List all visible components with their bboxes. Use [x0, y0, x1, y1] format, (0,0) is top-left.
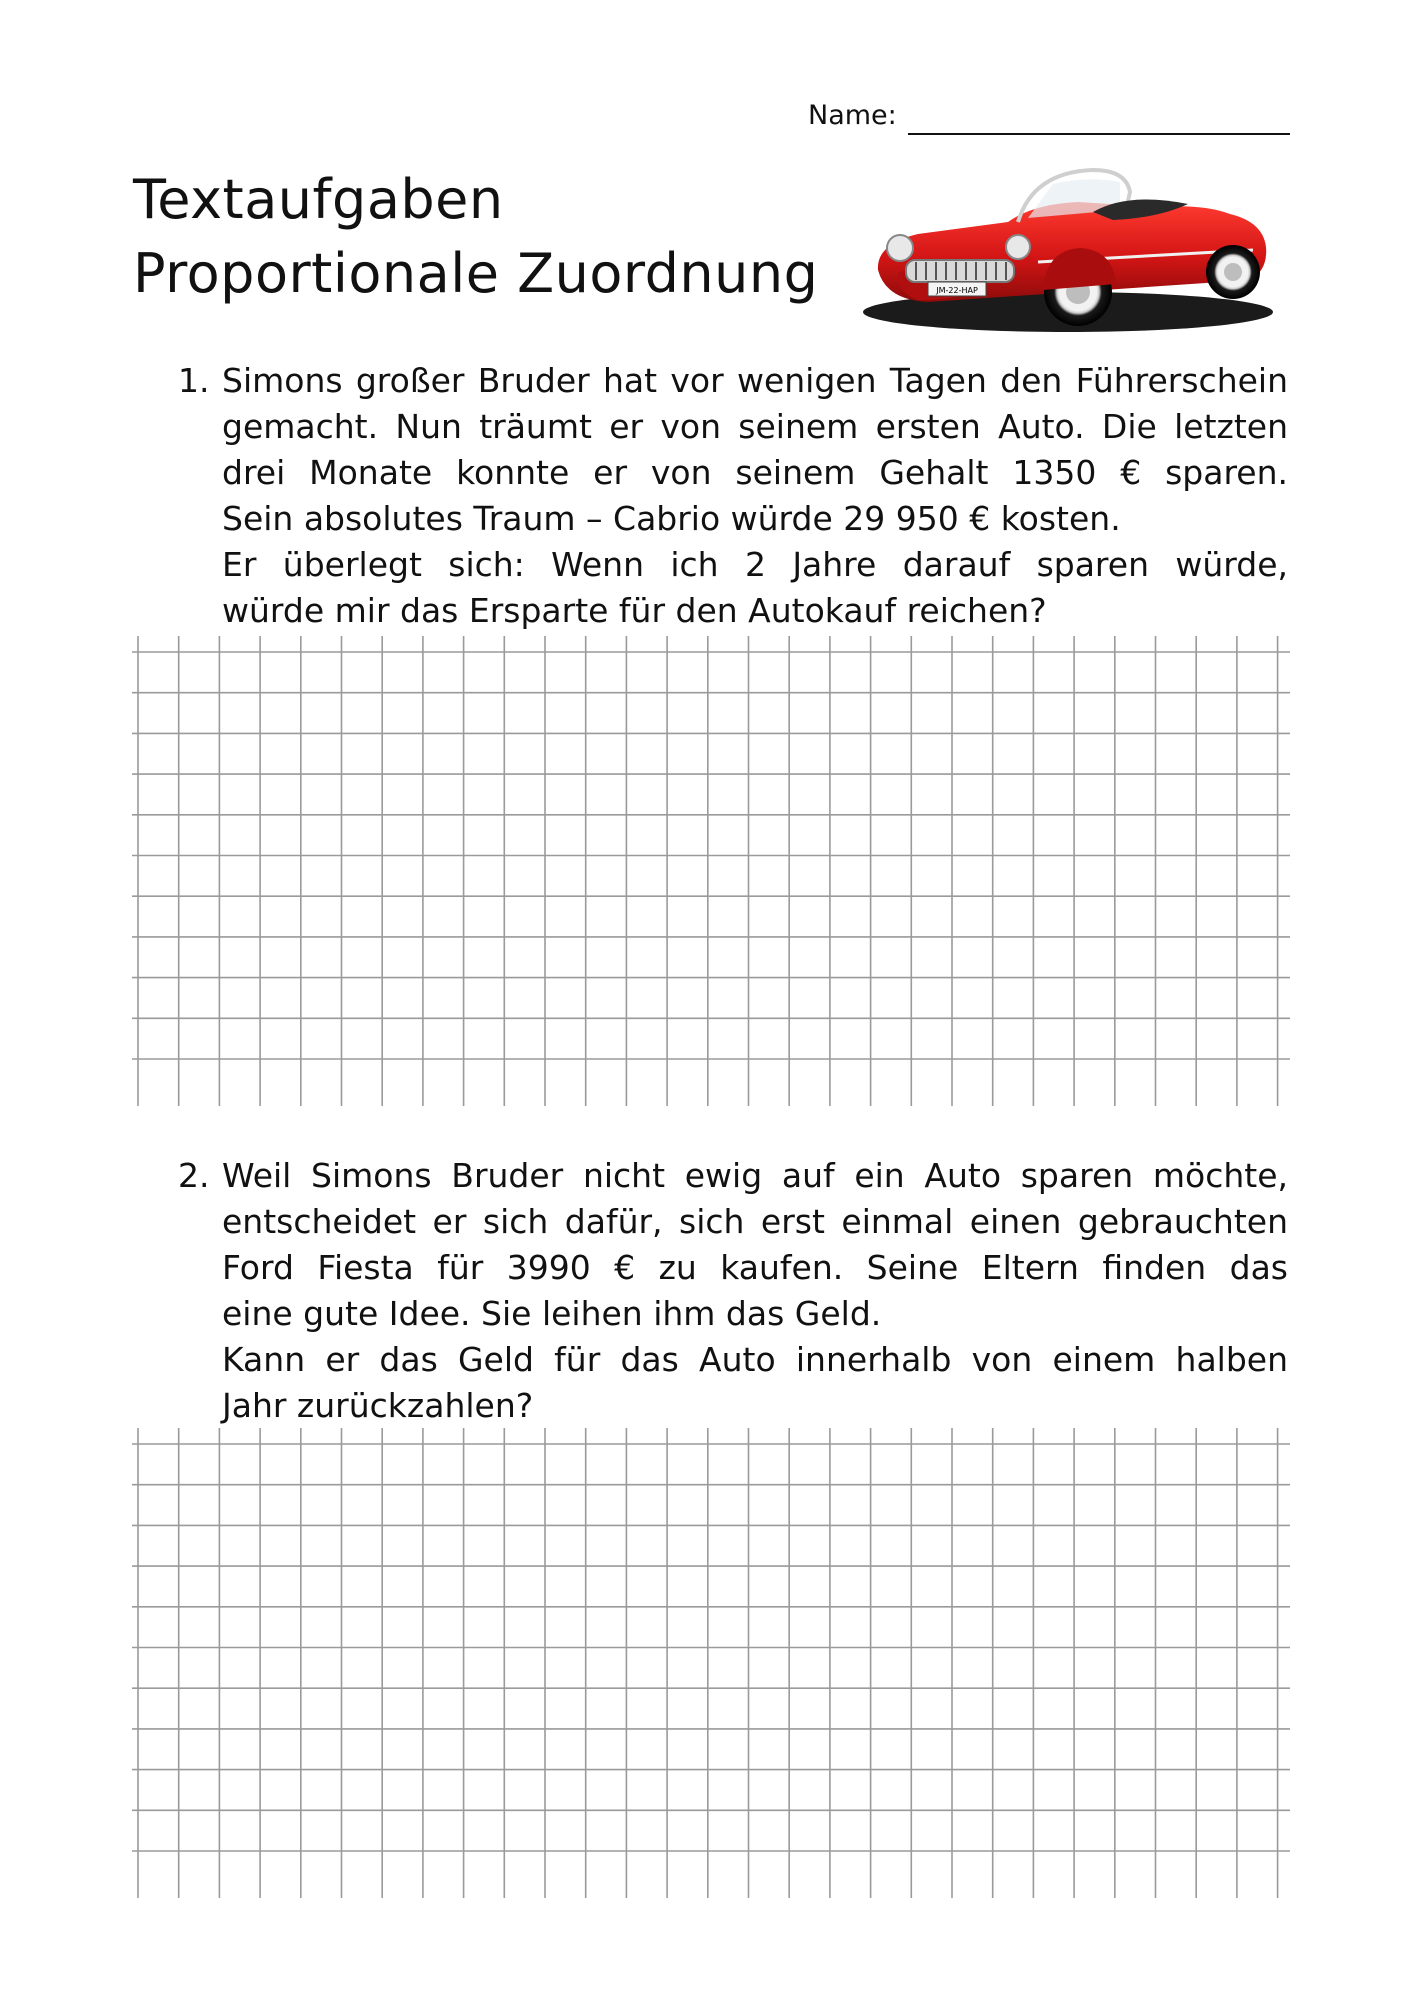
task-2-line: Jahr zurückzahlen? — [222, 1386, 534, 1425]
name-label: Name: — [808, 100, 897, 131]
task-1-line: gemacht. Nun träumt er von seinem ersten Auto. Die letzten — [222, 407, 1288, 446]
task-2-line: entscheidet er sich dafür, sich erst einmal einen gebrauchten — [222, 1202, 1288, 1241]
task-1-line: Er überlegt sich: Wenn ich 2 Jahre darauf sparen würde, — [222, 545, 1288, 584]
task-1-number: 1. — [178, 361, 210, 400]
red-convertible-car-icon — [858, 152, 1278, 337]
task-2-text — [222, 1153, 1288, 1429]
name-line[interactable] — [908, 133, 1290, 135]
task-1-line: würde mir das Ersparte für den Autokauf reichen? — [222, 591, 1047, 630]
task-1-text — [222, 358, 1288, 634]
title-line-2: Proportionale Zuordnung — [133, 242, 819, 305]
task-2-line: Kann er das Geld für das Auto innerhalb von einem halben — [222, 1340, 1288, 1379]
task-1-line: Sein absolutes Traum – Cabrio würde 29 950 € kosten. — [222, 499, 1121, 538]
task-2-line: Ford Fiesta für 3990 € zu kaufen. Seine Eltern finden das — [222, 1248, 1288, 1287]
answer-grid-1[interactable] — [132, 636, 1290, 1106]
task-1-line: Simons großer Bruder hat vor wenigen Tagen den Führerschein — [222, 361, 1288, 400]
title-line-1: Textaufgaben — [133, 168, 504, 231]
answer-grid-2[interactable] — [132, 1428, 1290, 1898]
worksheet-title — [133, 163, 818, 311]
plate-text: JM-22-HAP — [936, 286, 978, 295]
task-2-line: eine gute Idee. Sie leihen ihm das Geld. — [222, 1294, 882, 1333]
grid-lines — [132, 1428, 1290, 1898]
task-2-line: Weil Simons Bruder nicht ewig auf ein Auto sparen möchte, — [222, 1156, 1288, 1195]
grid-lines — [132, 636, 1290, 1106]
task-1-line: drei Monate konnte er von seinem Gehalt 1350 € sparen. — [222, 453, 1288, 492]
name-field[interactable] — [808, 100, 1288, 140]
task-2-number: 2. — [178, 1156, 210, 1195]
